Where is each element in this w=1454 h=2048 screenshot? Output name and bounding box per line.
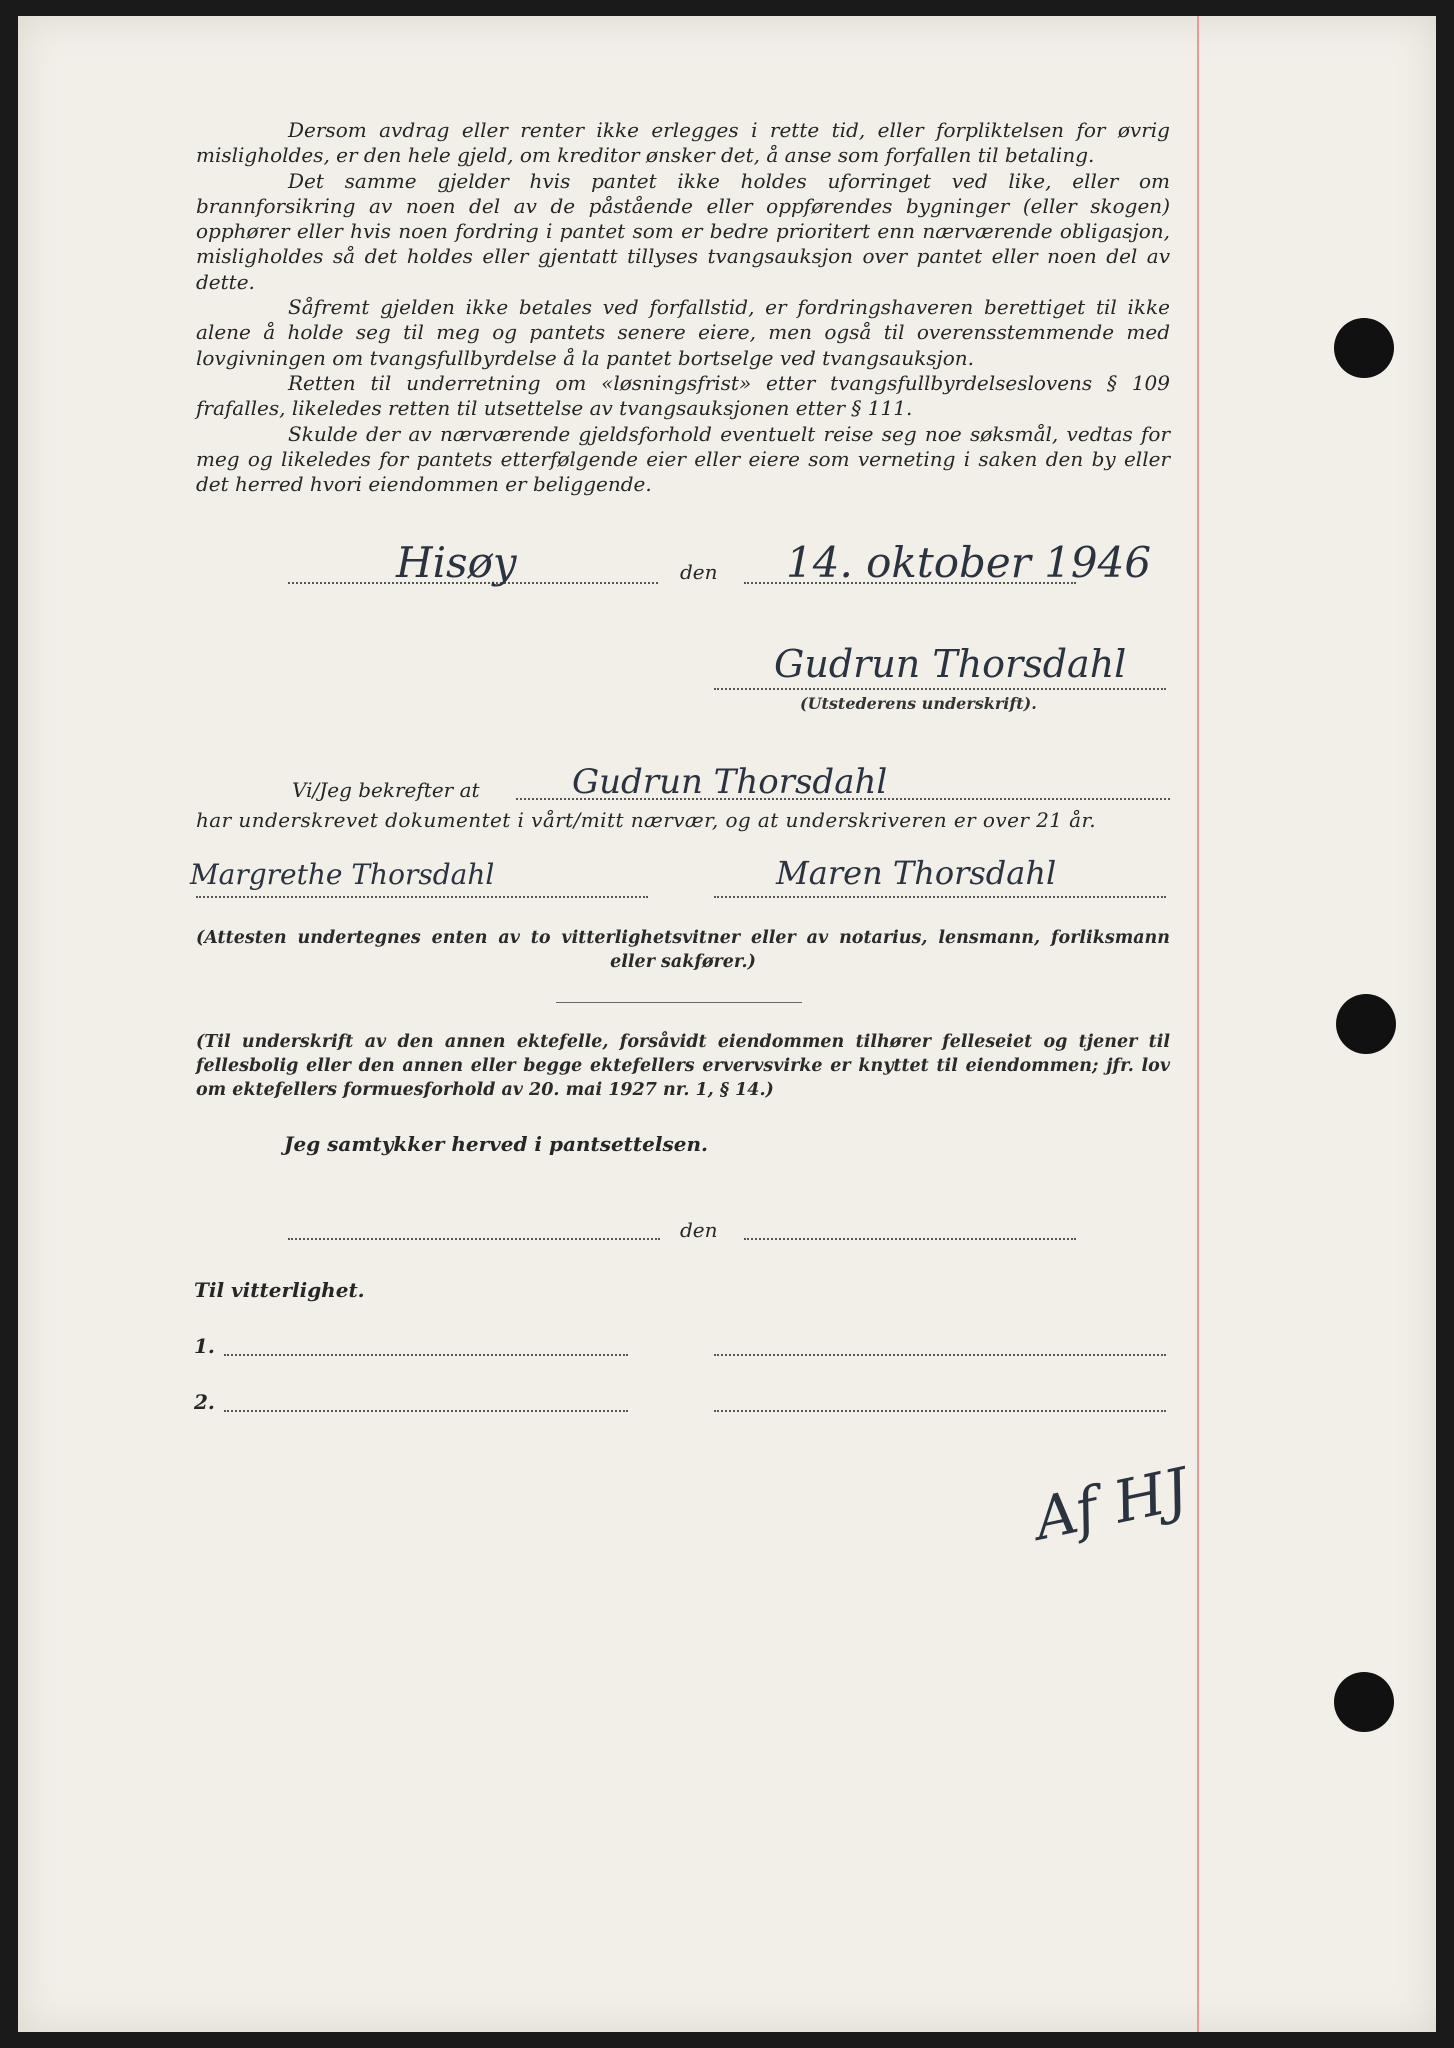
vitterlighet-line (714, 1410, 1166, 1412)
terms-paragraphs (196, 118, 1170, 497)
witness1-signature: Margrethe Thorsdahl (190, 858, 495, 891)
vitterlighet-line (714, 1354, 1166, 1356)
vitterlighet-title: Til vitterlighet. (194, 1278, 365, 1302)
paragraph: Det samme gjelder hvis pantet ikke holdes uforringet ved like, eller om brannforsikring av noen del av de påstående eller oppførendes bygninger (eller skogen) opphører eller hvis noen fordring i pantet som er bedre prioritert enn nærværende obligasjon, misligholdes så det holdes eller gjentatt tillyses tvangsauksjon over pantet eller noen del av dette. (196, 168, 1170, 294)
place-handwritten: Hisøy (396, 538, 517, 587)
separator-rule (556, 1002, 802, 1003)
date-handwritten: 14. oktober 1946 (786, 538, 1152, 587)
vitterlighet-line (224, 1354, 628, 1356)
signature-caption: (Utstederens underskrift). (800, 694, 1037, 713)
witness-label: Vi/Jeg bekrefter at (292, 778, 480, 802)
consent-den-label: den (680, 1218, 718, 1242)
paragraph: Retten til underretning om «løsningsfrist» etter tvangsfullbyrdelseslovens § 109 frafalles, likeledes retten til utsettelse av tvangsauksjonen etter § 111. (196, 370, 1170, 421)
punch-hole (1336, 994, 1396, 1054)
punch-hole (1334, 1672, 1394, 1732)
attestation-note: (Attesten undertegnes enten av to vitterlighetsvitner eller av notarius, lensmann, forliksmann eller sakfører.) (196, 928, 1170, 972)
margin-line (1197, 16, 1199, 2032)
initials-handwritten: Af HJ (1028, 1454, 1194, 1554)
spouse-note: (Til underskrift av den annen ektefelle, forsåvidt eiendommen tilhører felleseiet og tjener til fellesbolig eller den annen eller begge ektefellers ervervsvirke er knyttet til eiendommen; jfr. lov om ektefellers formuesforhold av 20. mai 1927 nr. 1, § 14.) (196, 1032, 1170, 1100)
consent-date-line (744, 1238, 1076, 1240)
vitterlighet-line (224, 1410, 628, 1412)
vitterlighet-row-1: 1. (194, 1334, 215, 1358)
witness2-signature: Maren Thorsdahl (776, 854, 1057, 892)
consent-place-line (288, 1238, 660, 1240)
issuer-signature: Gudrun Thorsdahl (774, 642, 1127, 686)
punch-hole (1334, 318, 1394, 378)
witness-statement: har underskrevet dokumentet i vårt/mitt nærvær, og at underskriveren er over 21 år. (196, 808, 1097, 832)
consent-text: Jeg samtykker herved i pantsettelsen. (284, 1132, 708, 1156)
paragraph: Dersom avdrag eller renter ikke erlegges i rette tid, eller forpliktelsen for øvrig misligholdes, er den hele gjeld, om kreditor ønsker det, å anse som forfallen til betaling. (196, 118, 1170, 168)
witness1-line (196, 896, 648, 898)
paragraph: Skulde der av nærværende gjeldsforhold eventuelt reise seg noe søksmål, vedtas for meg og likeledes for pantets etterfølgende eier eller eiere som verneting i saken den by eller det herred hvori eiendommen er beliggende. (196, 421, 1170, 497)
witness-name-handwritten: Gudrun Thorsdahl (572, 762, 888, 802)
den-label: den (680, 560, 718, 584)
paragraph: Såfremt gjelden ikke betales ved forfallstid, er fordringshaveren berettiget til ikke alene å holde seg til meg og pantets senere eiere, men også til overensstemmende med lovgivningen om tvangsfullbyrdelse å la pantet bortselge ved tvangsauksjon. (196, 295, 1170, 370)
issuer-signature-line (714, 688, 1166, 690)
vitterlighet-row-2: 2. (194, 1390, 215, 1414)
witness2-line (714, 896, 1166, 898)
